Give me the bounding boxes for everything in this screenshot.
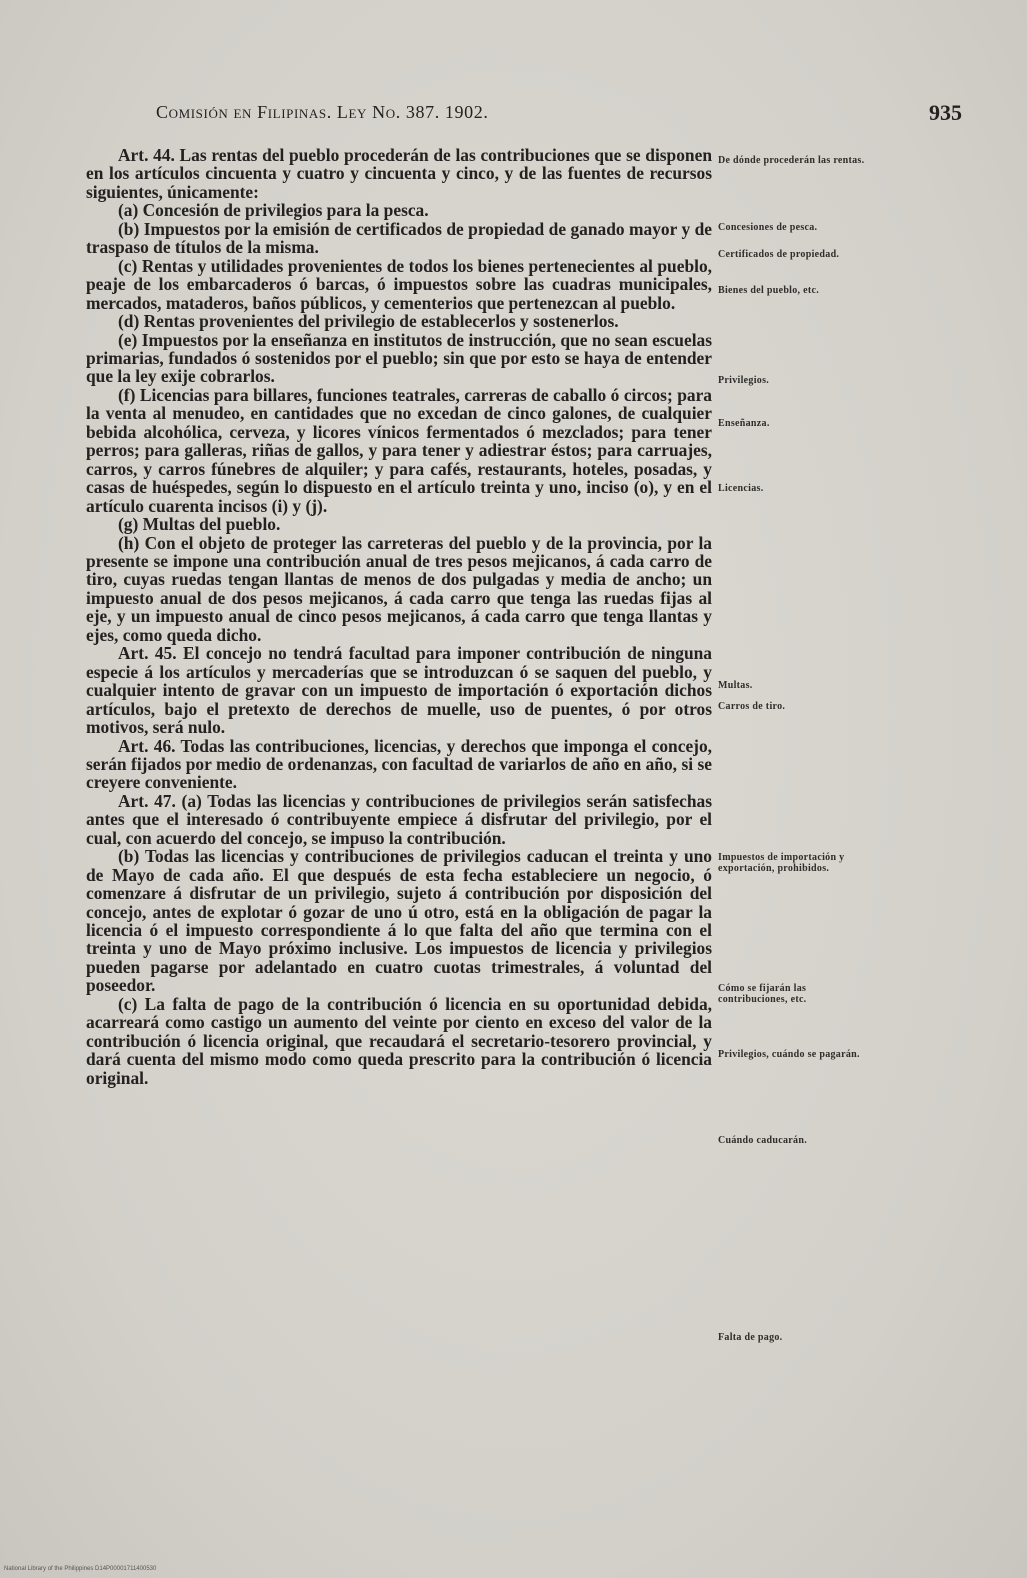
paragraph-art44: Art. 44. Las rentas del pueblo procederán de las contribuciones que se disponen en los artículos cincuenta y cuatro y cincuenta y cinco, y de las fuentes de recursos siguientes, únicamente:	[86, 145, 712, 202]
margin-note: Privilegios, cuándo se pagarán.	[718, 1049, 860, 1060]
margin-note: Multas.	[718, 680, 753, 691]
paragraph-art45: Art. 45. El concejo no tendrá facultad para imponer contribución de ninguna especie á los artículos y mercaderías que se introduzcan ó se saquen del pueblo, y cualquier intento de gravar con un impuesto de importación ó exportación dichos artículos, bajo el pretexto de derechos de muelle, uso de puentes, ó por otros motivos, será nulo.	[86, 643, 712, 738]
running-title: Comisión en Filipinas. Ley No. 387. 1902.	[156, 102, 489, 122]
paragraph-art44-d: (d) Rentas provenientes del privilegio de establecerlos y sostenerlos.	[118, 311, 619, 332]
margin-note: De dónde procederán las rentas.	[718, 155, 865, 166]
margin-note: Certificados de propiedad.	[718, 249, 840, 260]
paragraph-art44-b: (b) Impuestos por la emisión de certificados de propiedad de ganado mayor y de traspaso de títulos de la misma.	[86, 218, 712, 258]
paragraph-art44-c: (c) Rentas y utilidades provenientes de todos los bienes pertenecientes al pueblo, peaje de los embarcaderos ó barcas, ó impuestos sobre las cuadras municipales, mercados, mataderos, baños públicos, y cementerios que pertenezcan al pueblo.	[86, 255, 712, 313]
body-text	[86, 146, 712, 1087]
margin-note: Falta de pago.	[718, 1332, 783, 1343]
paragraph-art46: Art. 46. Todas las contribuciones, licencias, y derechos que imponga el concejo, serán fijados por medio de ordenanzas, con facultad de variarlos de año en año, si se creyere conveniente.	[86, 735, 712, 793]
paragraph-art44-f: (f) Licencias para billares, funciones teatrales, carreras de caballo ó circos; para la venta al menudeo, en cantidades que no excedan de cinco galones, de cualquier bebida alcohólica, cerveza, y licores vínicos fermentados ó mezclados; para tener perros; para galleras, riñas de gallos, y para tener y adiestrar éstos; para carruajes, carros, y carros fúnebres de alquiler; y para cafés, restaurants, hoteles, posadas, y casas de huéspedes, según lo dispuesto en el artículo treinta y uno, inciso (o), y en el artículo cuarenta incisos (i) y (j).	[86, 384, 712, 516]
scan-footer: National Library of the Philippines D14P00001711400530	[4, 1566, 157, 1572]
paragraph-art47-b: (b) Todas las licencias y contribuciones de privilegios caducan el treinta y uno de Mayo de cada año. El que después de esta fecha estableciere un negocio, ó comenzare á disfrutar de un privilegio, sujeto á contribución por disposición del concejo, antes de explotar ó gozar de uno ú otro, está en la obligación de pagar la licencia ó el impuesto correspondiente á lo que falta del año que termina con el treinta y uno de Mayo próximo inclusive. Los impuestos de licencia y privilegios pueden pagarse por adelantado en cuatro cuotas trimestrales, á voluntad del poseedor.	[86, 846, 712, 996]
margin-note: Licencias.	[718, 483, 764, 494]
margin-note: Privilegios.	[718, 375, 770, 386]
margin-note: Impuestos de importación y exportación, prohibidos.	[718, 852, 845, 874]
margin-note: Enseñanza.	[718, 418, 770, 429]
margin-note: Carros de tiro.	[718, 701, 786, 712]
margin-note: Cuándo caducarán.	[718, 1135, 808, 1146]
margin-note: Concesiones de pesca.	[718, 222, 818, 233]
page-number: 935	[929, 100, 962, 125]
margin-note: Cómo se fijarán las contribuciones, etc.	[718, 983, 807, 1005]
page-header	[156, 100, 962, 134]
paragraph-art47-a: Art. 47. (a) Todas las licencias y contribuciones de privilegios serán satisfechas antes que el interesado ó contribuyente empiece á disfrutar del privilegio, por el cual, con acuerdo del concejo, se impuso la contribución.	[86, 790, 712, 848]
paragraph-art47-c: (c) La falta de pago de la contribución ó licencia en su oportunidad debida, acarreará como castigo un aumento del veinte por ciento en exceso del valor de la contribución ó licencia original, que recaudará el secretario-tesorero provincial, y dará cuenta del mismo modo como queda prescrito para la contribución ó licencia original.	[86, 993, 712, 1088]
paragraph-art44-e: (e) Impuestos por la enseñanza en institutos de instrucción, que no sean escuelas primarias, fundados ó sostenidos por el pueblo; sin que por esto se haya de entender que la ley exije cobrarlos.	[86, 329, 712, 387]
paragraph-art44-a: (a) Concesión de privilegios para la pesca.	[118, 200, 429, 221]
paragraph-art44-h: (h) Con el objeto de proteger las carreteras del pueblo y de la provincia, por la presente se impone una contribución anual de tres pesos mejicanos, á cada carro de tiro, cuyas ruedas tengan llantas de menos de dos pulgadas y media de ancho; un impuesto anual de dos pesos mejicanos, á cada carro que tenga las ruedas fijas al eje, y un impuesto anual de cinco pesos mejicanos, á cada carro que tenga llantas y ejes, como queda dicho.	[86, 532, 712, 645]
paragraph-art44-g: (g) Multas del pueblo.	[118, 514, 281, 535]
margin-note: Bienes del pueblo, etc.	[718, 285, 820, 296]
